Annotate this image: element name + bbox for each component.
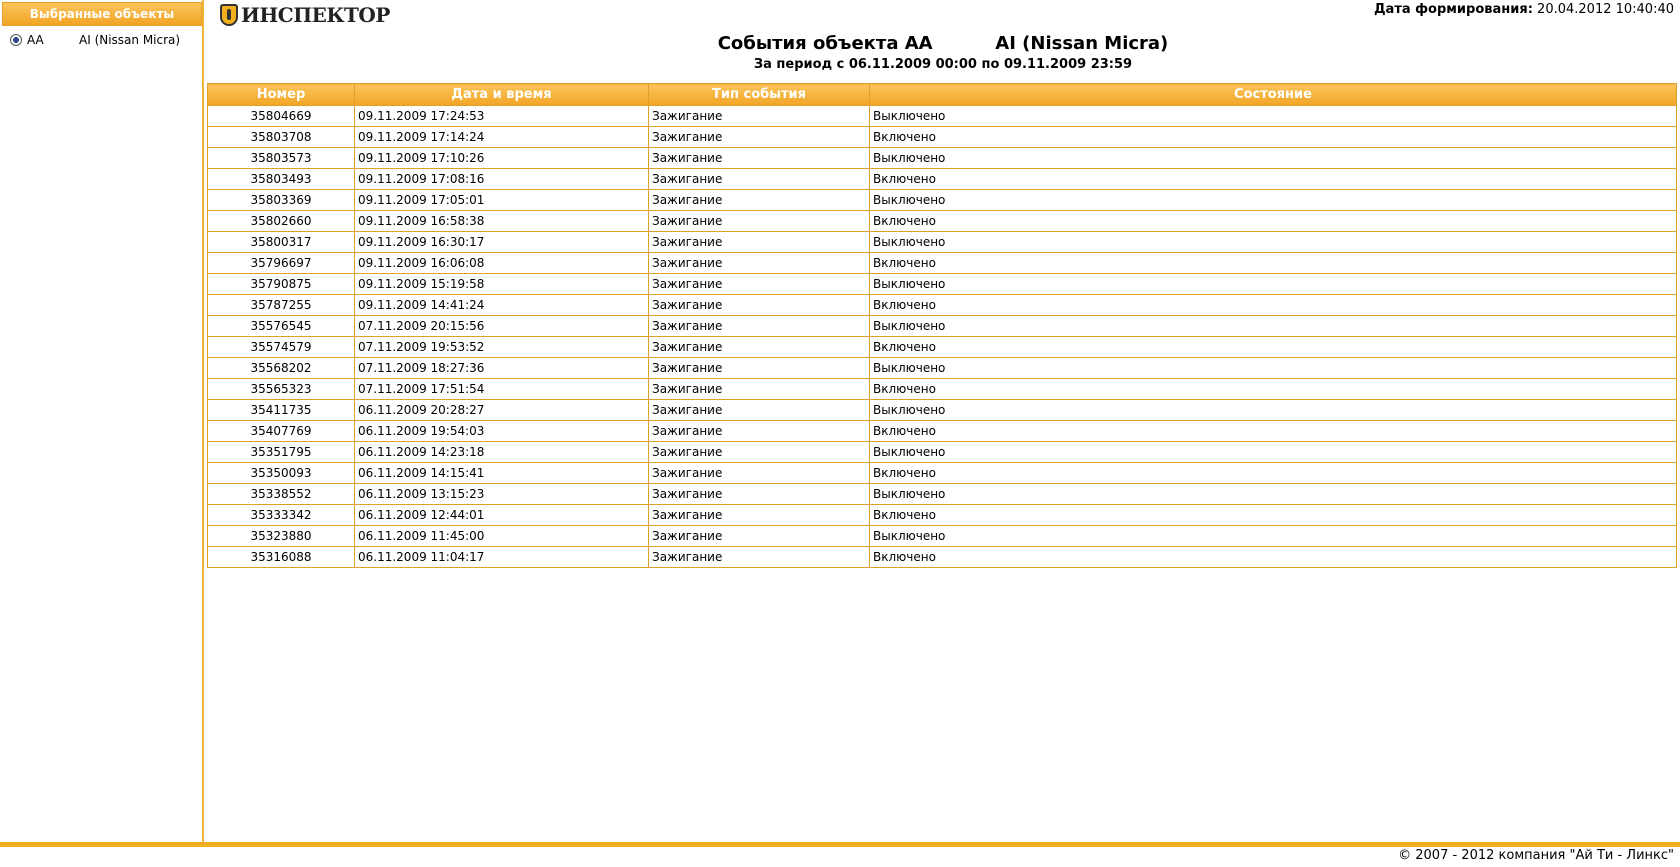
cell-event-type: Зажигание	[649, 547, 870, 568]
cell-number: 35574579	[208, 337, 355, 358]
cell-datetime: 07.11.2009 17:51:54	[355, 379, 649, 400]
sidebar	[0, 0, 204, 842]
cell-datetime: 09.11.2009 17:05:01	[355, 190, 649, 211]
cell-number: 35796697	[208, 253, 355, 274]
cell-event-type: Зажигание	[649, 484, 870, 505]
cell-datetime: 09.11.2009 16:30:17	[355, 232, 649, 253]
cell-event-type: Зажигание	[649, 127, 870, 148]
table-row	[208, 190, 1677, 211]
cell-event-type: Зажигание	[649, 295, 870, 316]
table-row	[208, 463, 1677, 484]
cell-datetime: 07.11.2009 19:53:52	[355, 337, 649, 358]
report-title	[206, 33, 1680, 54]
table-row	[208, 505, 1677, 526]
table-row	[208, 127, 1677, 148]
cell-datetime: 09.11.2009 17:10:26	[355, 148, 649, 169]
cell-state: Выключено	[870, 316, 1677, 337]
generation-date-value: 20.04.2012 10:40:40	[1537, 2, 1674, 17]
cell-event-type: Зажигание	[649, 316, 870, 337]
cell-state: Включено	[870, 253, 1677, 274]
table-row	[208, 421, 1677, 442]
table-row	[208, 232, 1677, 253]
cell-datetime: 06.11.2009 11:04:17	[355, 547, 649, 568]
cell-event-type: Зажигание	[649, 421, 870, 442]
logo-text: ИНСПЕКТОР	[241, 3, 390, 27]
cell-event-type: Зажигание	[649, 358, 870, 379]
copyright: © 2007 - 2012 компания "Ай Ти - Линкс"	[1398, 848, 1674, 863]
cell-number: 35787255	[208, 295, 355, 316]
table-header-row	[208, 84, 1677, 106]
cell-number: 35338552	[208, 484, 355, 505]
table-row	[208, 106, 1677, 127]
cell-state: Выключено	[870, 442, 1677, 463]
cell-datetime: 06.11.2009 14:23:18	[355, 442, 649, 463]
cell-datetime: 09.11.2009 17:08:16	[355, 169, 649, 190]
table-row	[208, 400, 1677, 421]
cell-number: 35804669	[208, 106, 355, 127]
cell-event-type: Зажигание	[649, 232, 870, 253]
table-row	[208, 316, 1677, 337]
cell-number: 35803708	[208, 127, 355, 148]
table-row	[208, 295, 1677, 316]
cell-event-type: Зажигание	[649, 463, 870, 484]
cell-state: Включено	[870, 337, 1677, 358]
cell-state: Включено	[870, 421, 1677, 442]
cell-event-type: Зажигание	[649, 253, 870, 274]
cell-state: Включено	[870, 505, 1677, 526]
cell-number: 35802660	[208, 211, 355, 232]
generation-date	[1374, 2, 1674, 17]
cell-number: 35576545	[208, 316, 355, 337]
cell-number: 35407769	[208, 421, 355, 442]
column-header-datetime: Дата и время	[355, 84, 649, 106]
cell-state: Выключено	[870, 274, 1677, 295]
cell-state: Выключено	[870, 526, 1677, 547]
cell-event-type: Зажигание	[649, 211, 870, 232]
cell-number: 35565323	[208, 379, 355, 400]
cell-event-type: Зажигание	[649, 274, 870, 295]
column-header-state: Состояние	[870, 84, 1677, 106]
table-body	[208, 106, 1677, 568]
cell-number: 35803369	[208, 190, 355, 211]
table-row	[208, 148, 1677, 169]
cell-event-type: Зажигание	[649, 190, 870, 211]
cell-state: Включено	[870, 379, 1677, 400]
column-header-number: Номер	[208, 84, 355, 106]
table-row	[208, 547, 1677, 568]
report-title-prefix: События объекта AA	[717, 33, 933, 54]
cell-datetime: 09.11.2009 14:41:24	[355, 295, 649, 316]
cell-datetime: 06.11.2009 13:15:23	[355, 484, 649, 505]
cell-event-type: Зажигание	[649, 505, 870, 526]
table-row	[208, 379, 1677, 400]
cell-number: 35411735	[208, 400, 355, 421]
cell-datetime: 07.11.2009 20:15:56	[355, 316, 649, 337]
logo	[220, 3, 390, 27]
table-row	[208, 337, 1677, 358]
cell-event-type: Зажигание	[649, 106, 870, 127]
cell-state: Выключено	[870, 106, 1677, 127]
table-row	[208, 274, 1677, 295]
sidebar-header: Выбранные объекты	[2, 2, 202, 26]
table-row	[208, 484, 1677, 505]
table-row	[208, 253, 1677, 274]
cell-event-type: Зажигание	[649, 400, 870, 421]
cell-state: Выключено	[870, 232, 1677, 253]
cell-state: Выключено	[870, 190, 1677, 211]
cell-state: Выключено	[870, 148, 1677, 169]
cell-state: Включено	[870, 463, 1677, 484]
table-row	[208, 211, 1677, 232]
cell-number: 35323880	[208, 526, 355, 547]
shield-icon	[220, 4, 238, 26]
cell-datetime: 06.11.2009 14:15:41	[355, 463, 649, 484]
cell-state: Включено	[870, 547, 1677, 568]
radio-icon[interactable]	[10, 34, 22, 46]
cell-number: 35790875	[208, 274, 355, 295]
cell-datetime: 07.11.2009 18:27:36	[355, 358, 649, 379]
cell-event-type: Зажигание	[649, 526, 870, 547]
cell-state: Включено	[870, 295, 1677, 316]
cell-number: 35316088	[208, 547, 355, 568]
report-period: За период с 06.11.2009 00:00 по 09.11.2009 23:59	[753, 57, 1133, 72]
cell-event-type: Зажигание	[649, 379, 870, 400]
cell-event-type: Зажигание	[649, 148, 870, 169]
cell-state: Включено	[870, 169, 1677, 190]
cell-state: Включено	[870, 127, 1677, 148]
cell-number: 35350093	[208, 463, 355, 484]
cell-datetime: 09.11.2009 17:24:53	[355, 106, 649, 127]
report-title-object: AI (Nissan Micra)	[995, 33, 1169, 54]
events-table	[207, 83, 1677, 568]
cell-datetime: 06.11.2009 20:28:27	[355, 400, 649, 421]
table-row	[208, 526, 1677, 547]
cell-datetime: 09.11.2009 16:06:08	[355, 253, 649, 274]
cell-number: 35568202	[208, 358, 355, 379]
cell-datetime: 09.11.2009 15:19:58	[355, 274, 649, 295]
cell-number: 35351795	[208, 442, 355, 463]
cell-event-type: Зажигание	[649, 169, 870, 190]
generation-date-label: Дата формирования:	[1373, 2, 1533, 17]
cell-number: 35803493	[208, 169, 355, 190]
cell-event-type: Зажигание	[649, 337, 870, 358]
cell-datetime: 06.11.2009 11:45:00	[355, 526, 649, 547]
cell-state: Выключено	[870, 484, 1677, 505]
cell-number: 35800317	[208, 232, 355, 253]
column-header-event-type: Тип события	[649, 84, 870, 106]
cell-state: Выключено	[870, 358, 1677, 379]
cell-number: 35333342	[208, 505, 355, 526]
cell-datetime: 06.11.2009 12:44:01	[355, 505, 649, 526]
table-row	[208, 358, 1677, 379]
cell-event-type: Зажигание	[649, 442, 870, 463]
table-row	[208, 442, 1677, 463]
sidebar-item-object[interactable]	[2, 30, 202, 50]
footer-divider	[0, 842, 1680, 847]
cell-datetime: 09.11.2009 17:14:24	[355, 127, 649, 148]
cell-state: Выключено	[870, 400, 1677, 421]
object-code: AA	[27, 33, 44, 47]
cell-datetime: 06.11.2009 19:54:03	[355, 421, 649, 442]
cell-number: 35803573	[208, 148, 355, 169]
object-name: AI (Nissan Micra)	[79, 33, 181, 47]
cell-datetime: 09.11.2009 16:58:38	[355, 211, 649, 232]
cell-state: Включено	[870, 211, 1677, 232]
table-row	[208, 169, 1677, 190]
